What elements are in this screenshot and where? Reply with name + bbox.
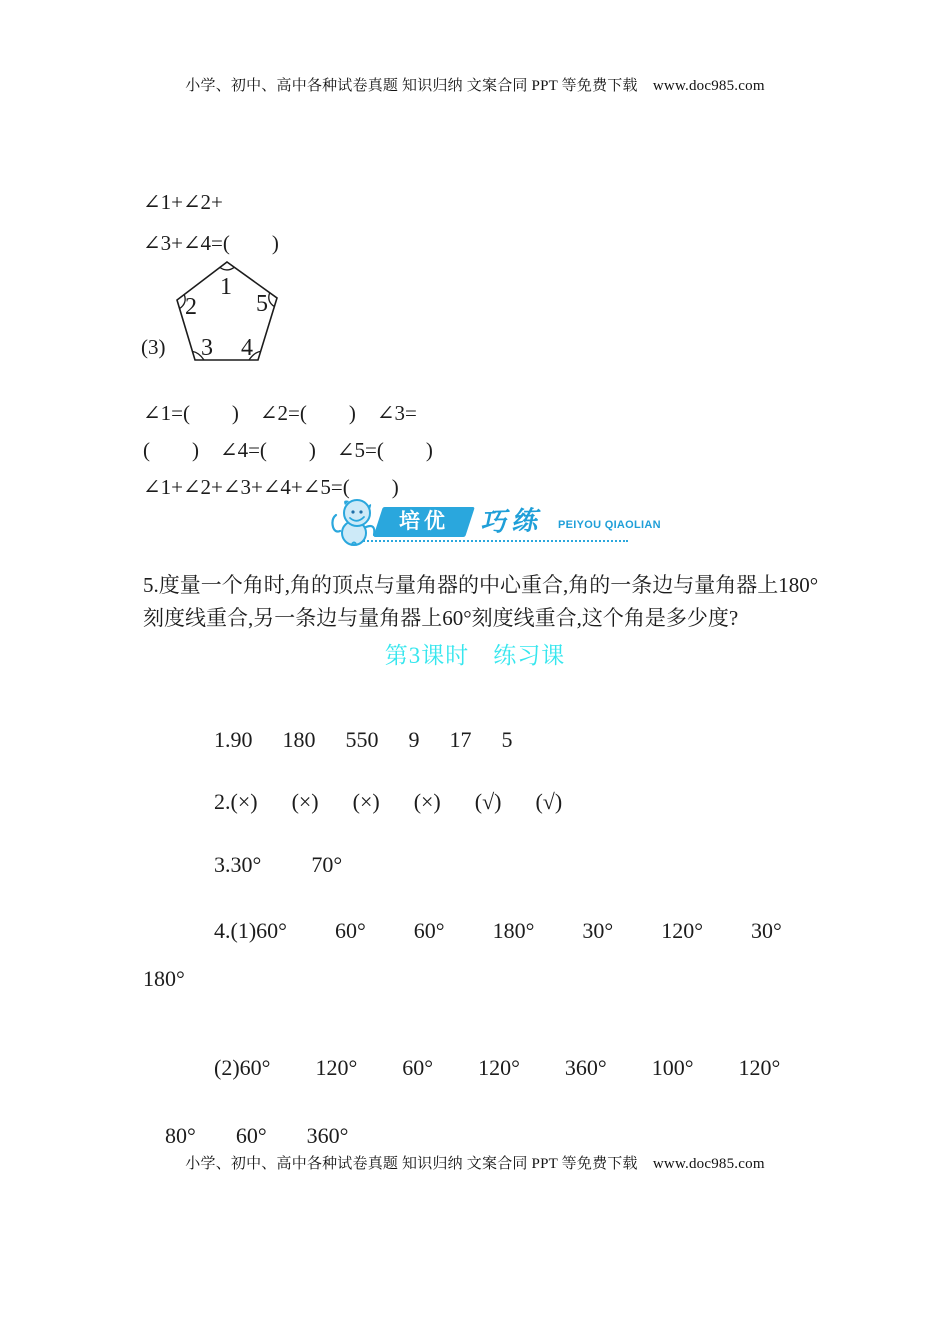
answer-value: 180°: [492, 918, 535, 943]
answer-value: 360°: [564, 1055, 607, 1080]
pentagon-label-4: 4: [241, 335, 253, 361]
figure-number-label: (3): [141, 335, 166, 359]
answer-value: 360°: [306, 1123, 349, 1148]
answer-value: 180: [282, 727, 316, 752]
banner-brand-cn-1: 培优: [399, 510, 449, 533]
angle-sum-line-1: ∠1+∠2+: [143, 190, 223, 214]
answer-value: 550: [345, 727, 379, 752]
answer-value: (×): [291, 789, 319, 814]
answer-values: [256, 918, 782, 944]
angle-blanks-line-2: ( ) ∠4=( ) ∠5=( ): [143, 438, 433, 462]
answer-value: (√): [535, 789, 563, 814]
angle-sum-line-2: ∠3+∠4=( ): [143, 231, 279, 255]
answer-value: 60°: [413, 918, 445, 943]
answer-value: (×): [352, 789, 380, 814]
answer-values: [165, 1123, 348, 1149]
question5-line-1: 5.度量一个角时,角的顶点与量角器的中心重合,角的一条边与量角器上180°: [143, 573, 819, 597]
answer-prefix: 1.: [214, 727, 231, 752]
pentagon-label-5: 5: [256, 291, 268, 317]
answer-value: (√): [474, 789, 502, 814]
banner-brand-plate: [373, 507, 475, 537]
section-title: 第3课时 练习课: [384, 643, 566, 668]
answer-value: 80°: [165, 1123, 196, 1148]
pentagon-label-3: 3: [201, 335, 213, 361]
answer-value: (×): [413, 789, 441, 814]
angle-arc-1: [220, 267, 234, 270]
pentagon-label-1: 1: [220, 274, 232, 300]
answer-row-4-1-overflow: 180°: [143, 966, 185, 991]
answer-row-4-1: [192, 892, 782, 970]
angle-blanks-line-1: ∠1=( ) ∠2=( ) ∠3=: [143, 401, 417, 425]
answer-value: 120°: [315, 1055, 358, 1080]
answer-prefix: 3.: [214, 852, 231, 877]
answer-prefix: (2): [214, 1055, 240, 1080]
question5-line-2: 刻度线重合,另一条边与量角器上60°刻度线重合,这个角是多少度?: [143, 606, 739, 630]
peiyou-qiaolian-banner: [330, 497, 661, 545]
banner-brand-cn-2: 巧练: [479, 504, 543, 538]
answer-value: 70°: [311, 852, 343, 877]
answer-value: 30°: [230, 852, 262, 877]
answer-value: 60°: [256, 918, 287, 943]
banner-brand-pinyin: PEIYOU QIAOLIAN: [558, 519, 661, 531]
answer-value: 120°: [478, 1055, 520, 1080]
answer-values: [231, 852, 343, 878]
answer-value: 60°: [235, 1123, 267, 1148]
pentagon-label-2: 2: [185, 294, 197, 320]
answer-values: [231, 789, 563, 815]
answer-value: 9: [408, 727, 420, 752]
answer-value: 17: [449, 727, 472, 752]
answer-row-4-2: [192, 1029, 780, 1107]
answer-value: 5: [501, 727, 513, 752]
answer-value: 60°: [334, 918, 366, 943]
answer-prefix: 2.: [214, 789, 231, 814]
banner-dotted-line: [360, 540, 628, 542]
answer-value: 60°: [239, 1055, 271, 1080]
answer-value: 120°: [738, 1055, 781, 1080]
page-footer: 小学、初中、高中各种试卷真题 知识归纳 文案合同 PPT 等免费下载 www.doc985.com: [185, 1156, 765, 1172]
answer-value: (×): [230, 789, 258, 814]
answer-value: 90: [230, 727, 253, 752]
answer-values: [240, 1055, 781, 1081]
answer-value: 100°: [651, 1055, 694, 1080]
answer-value: 30°: [751, 918, 782, 943]
answer-value: 120°: [661, 918, 704, 943]
answer-value: 60°: [402, 1055, 434, 1080]
angle-blanks-line-3: ∠1+∠2+∠3+∠4+∠5=( ): [143, 475, 399, 499]
answer-prefix: 4.(1): [214, 918, 257, 943]
pentagon-figure: [168, 252, 286, 368]
page-header: 小学、初中、高中各种试卷真题 知识归纳 文案合同 PPT 等免费下载 www.doc985.com: [185, 78, 765, 94]
mascot-icon: [330, 497, 382, 547]
answer-value: 30°: [582, 918, 614, 943]
answer-values: [231, 727, 513, 753]
